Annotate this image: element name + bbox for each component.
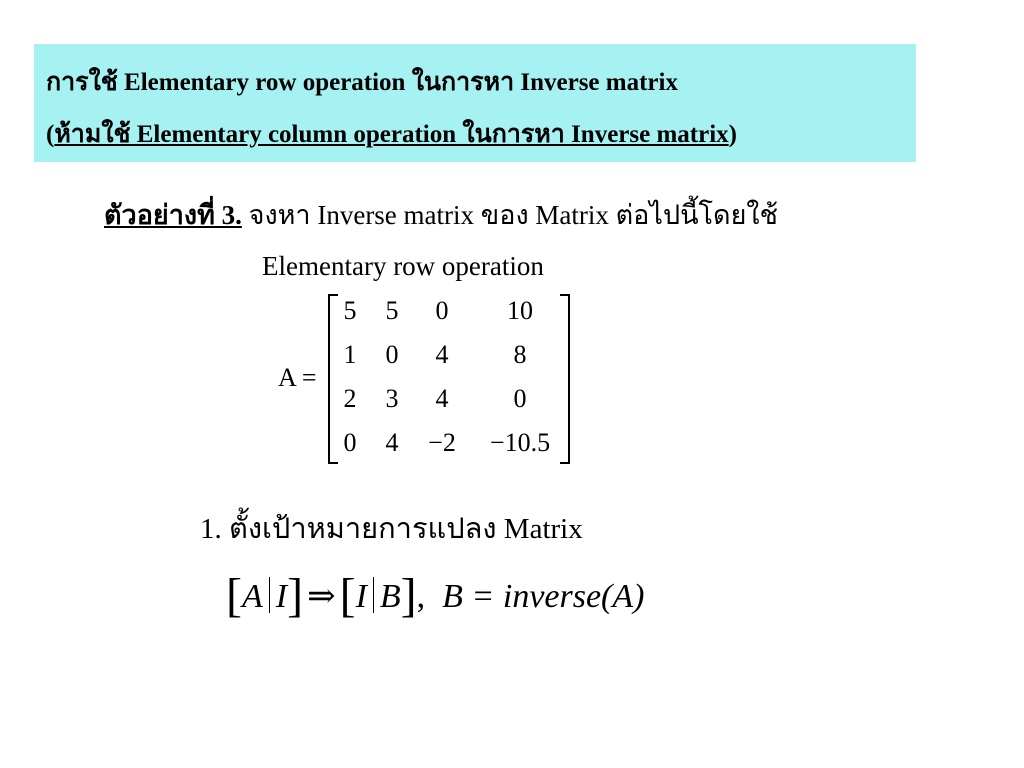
header-underlined-text: ห้ามใช้ Elementary column operation ในการหา Inverse matrix — [54, 121, 729, 148]
header-line-2 — [46, 114, 737, 154]
matrix-cell: 0 — [385, 340, 399, 369]
bracket-close-1: ] — [287, 569, 304, 622]
matrix-cell: 2 — [343, 384, 357, 413]
header-box — [34, 44, 916, 162]
bar-1 — [269, 577, 270, 613]
matrix-cell: −2 — [428, 428, 456, 457]
matrix-cell: 1 — [343, 340, 357, 369]
matrix-cell: 3 — [385, 384, 399, 413]
formula-i1: I — [275, 578, 288, 615]
matrix-cell: 5 — [385, 296, 399, 325]
matrix-cell: 4 — [385, 428, 399, 457]
matrix-cell: 0 — [343, 428, 357, 457]
example-text: จงหา Inverse matrix ของ Matrix ต่อไปนี้โดยใช้ — [241, 200, 778, 230]
matrix-cell: 4 — [435, 340, 449, 369]
bar-2 — [373, 577, 374, 613]
bracket-open-2: [ — [339, 569, 356, 622]
formula-b: B — [379, 578, 401, 615]
formula-comma: , — [416, 578, 426, 615]
step-1: 1. ตั้งเป้าหมายการแปลง Matrix — [200, 513, 583, 545]
matrix-cell: 0 — [513, 384, 527, 413]
bracket-close-2: ] — [400, 569, 417, 622]
header-paren-close: ) — [728, 121, 737, 148]
formula-rhs: B = inverse(A) — [442, 578, 645, 615]
example-line — [104, 193, 778, 236]
header-line-1: การใช้ Elementary row operation ในการหา Inverse matrix — [46, 69, 678, 96]
formula — [226, 566, 644, 626]
matrix-a — [328, 294, 570, 464]
matrix-cell: 8 — [513, 340, 527, 369]
matrix-cell: 4 — [435, 384, 449, 413]
example-subtitle: Elementary row operation — [262, 251, 544, 281]
header-paren-open: ( — [46, 121, 55, 148]
matrix-cell: 0 — [435, 296, 449, 325]
matrix-cell: 10 — [507, 296, 533, 325]
matrix-cell: −10.5 — [489, 428, 551, 457]
bracket-open-1: [ — [226, 569, 242, 622]
matrix-lhs: A = — [278, 363, 317, 392]
matrix-cell: 5 — [343, 296, 357, 325]
formula-i2: I — [355, 578, 367, 615]
formula-a: A — [241, 578, 263, 615]
example-label: ตัวอย่างที่ 3. — [104, 200, 242, 230]
implies-arrow: ⇒ — [307, 578, 336, 615]
